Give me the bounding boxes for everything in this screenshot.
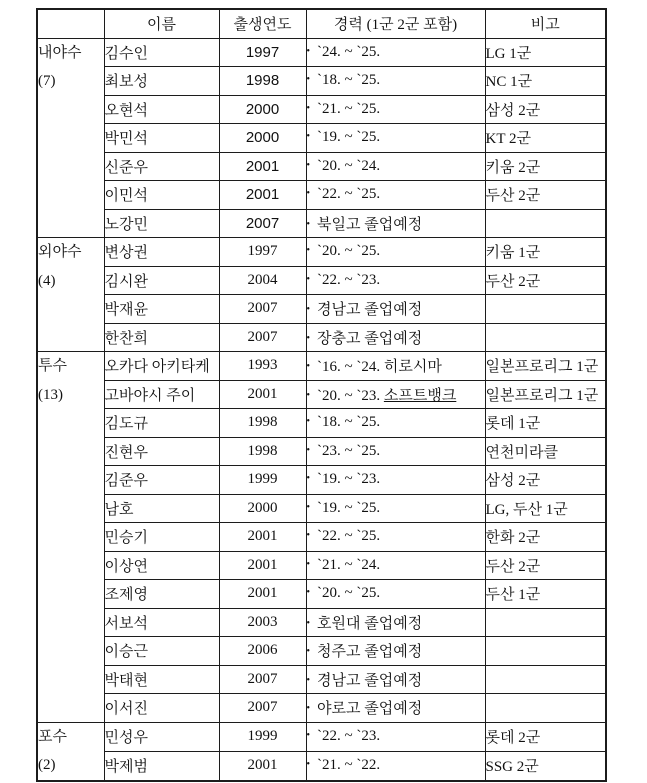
table-row xyxy=(37,751,606,780)
player-name-cell: 김준우 xyxy=(104,466,219,495)
position-label: 포수 xyxy=(38,728,67,745)
birth-year-cell: 2001 xyxy=(219,181,306,210)
player-name-cell: 노강민 xyxy=(104,209,219,238)
career-cell xyxy=(306,238,485,267)
career-text: `19. ~ `25. xyxy=(317,129,381,146)
player-name-cell: 최보성 xyxy=(104,67,219,96)
position-cell xyxy=(37,352,104,723)
career-text: `20. ~ `25. xyxy=(317,243,381,260)
birth-year-cell: 1998 xyxy=(219,437,306,466)
table-row xyxy=(37,181,606,210)
roster-table xyxy=(36,8,607,782)
career-text: `22. ~ `23. xyxy=(317,271,381,288)
career-cell xyxy=(306,551,485,580)
table-row xyxy=(37,95,606,124)
note-cell: 삼성 2군 xyxy=(485,466,606,495)
bullet-icon: • xyxy=(306,273,311,285)
career-cell xyxy=(306,209,485,238)
career-cell xyxy=(306,523,485,552)
career-text: `21. ~ `25. xyxy=(317,100,381,117)
bullet-icon: • xyxy=(306,416,311,428)
player-name-cell: 오카다 아키타케 xyxy=(104,352,219,381)
career-text: `20. ~ `24. xyxy=(317,157,381,174)
table-row xyxy=(37,722,606,751)
player-name-cell: 이민석 xyxy=(104,181,219,210)
position-count: (2) xyxy=(38,757,56,773)
note-cell: LG, 두산 1군 xyxy=(485,494,606,523)
career-cell xyxy=(306,352,485,381)
birth-year-cell: 2003 xyxy=(219,608,306,637)
career-cell xyxy=(306,637,485,666)
bullet-icon: • xyxy=(306,730,311,742)
note-cell: NC 1군 xyxy=(485,67,606,96)
career-text: `19. ~ `23. xyxy=(317,471,381,488)
note-cell: SSG 2군 xyxy=(485,751,606,780)
note-cell: 롯데 1군 xyxy=(485,409,606,438)
birth-year-cell: 2001 xyxy=(219,751,306,780)
birth-year-cell: 2001 xyxy=(219,580,306,609)
career-text: 장충고 졸업예정 xyxy=(317,330,423,347)
bullet-icon: • xyxy=(306,45,311,57)
bullet-icon: • xyxy=(306,188,311,200)
career-text: `18. ~ `25. xyxy=(317,414,381,431)
table-row xyxy=(37,494,606,523)
bullet-icon: • xyxy=(306,473,311,485)
career-text: `24. ~ `25. xyxy=(317,43,381,60)
table-row xyxy=(37,437,606,466)
birth-year-cell: 2007 xyxy=(219,209,306,238)
birth-year-cell: 2001 xyxy=(219,551,306,580)
bullet-icon: • xyxy=(306,332,311,344)
career-text: 야로고 졸업예정 xyxy=(317,701,423,718)
player-name-cell: 김수인 xyxy=(104,38,219,67)
table-row xyxy=(37,323,606,352)
career-cell xyxy=(306,181,485,210)
career-text: `22. ~ `25. xyxy=(317,186,381,203)
career-text: 청주고 졸업예정 xyxy=(317,644,423,661)
career-cell xyxy=(306,124,485,153)
note-cell: KT 2군 xyxy=(485,124,606,153)
table-row xyxy=(37,580,606,609)
career-text: `20. ~ `23. 소프트뱅크 xyxy=(317,387,457,404)
career-cell xyxy=(306,380,485,409)
career-cell xyxy=(306,152,485,181)
player-name-cell: 한찬희 xyxy=(104,323,219,352)
column-header-4: 비고 xyxy=(485,9,606,38)
table-row xyxy=(37,608,606,637)
bullet-icon: • xyxy=(306,361,311,373)
player-name-cell: 민성우 xyxy=(104,722,219,751)
bullet-icon: • xyxy=(306,530,311,542)
birth-year-cell: 2004 xyxy=(219,266,306,295)
note-cell: 키움 2군 xyxy=(485,152,606,181)
bullet-icon: • xyxy=(306,304,311,316)
career-cell xyxy=(306,751,485,780)
bullet-icon: • xyxy=(306,245,311,257)
career-cell xyxy=(306,409,485,438)
player-name-cell: 변상권 xyxy=(104,238,219,267)
career-text: `18. ~ `25. xyxy=(317,72,381,89)
note-cell: 두산 2군 xyxy=(485,181,606,210)
roster-table-container xyxy=(36,8,607,782)
table-row xyxy=(37,67,606,96)
table-row xyxy=(37,266,606,295)
career-text: 경남고 졸업예정 xyxy=(317,302,423,319)
note-cell: 키움 1군 xyxy=(485,238,606,267)
bullet-icon: • xyxy=(306,558,311,570)
career-text: `22. ~ `25. xyxy=(317,528,381,545)
note-cell: 연천미라클 xyxy=(485,437,606,466)
table-row xyxy=(37,665,606,694)
bullet-icon: • xyxy=(306,74,311,86)
table-row xyxy=(37,637,606,666)
player-name-cell: 민승기 xyxy=(104,523,219,552)
bullet-icon: • xyxy=(306,131,311,143)
column-header-0 xyxy=(37,9,104,38)
player-name-cell: 고바야시 주이 xyxy=(104,380,219,409)
player-name-cell: 박제범 xyxy=(104,751,219,780)
birth-year-cell: 2007 xyxy=(219,665,306,694)
note-cell: LG 1군 xyxy=(485,38,606,67)
career-cell xyxy=(306,694,485,723)
birth-year-cell: 2001 xyxy=(219,380,306,409)
birth-year-cell: 2006 xyxy=(219,637,306,666)
table-row xyxy=(37,380,606,409)
career-text: 경남고 졸업예정 xyxy=(317,672,423,689)
table-row xyxy=(37,209,606,238)
birth-year-cell: 1997 xyxy=(219,238,306,267)
career-text: `22. ~ `23. xyxy=(317,728,381,745)
column-header-3: 경력 (1군 2군 포함) xyxy=(306,9,485,38)
player-name-cell: 김시완 xyxy=(104,266,219,295)
note-cell: 롯데 2군 xyxy=(485,722,606,751)
player-name-cell: 박재윤 xyxy=(104,295,219,324)
career-cell xyxy=(306,95,485,124)
bullet-icon: • xyxy=(306,102,311,114)
position-cell xyxy=(37,38,104,238)
career-underlined-text: 소프트뱅크 xyxy=(383,387,457,404)
position-cell xyxy=(37,238,104,352)
note-cell: 삼성 2군 xyxy=(485,95,606,124)
position-count: (13) xyxy=(38,386,63,403)
note-cell xyxy=(485,295,606,324)
career-cell xyxy=(306,266,485,295)
bullet-icon: • xyxy=(306,501,311,513)
note-cell: 한화 2군 xyxy=(485,523,606,552)
table-row xyxy=(37,124,606,153)
position-label: 외야수 xyxy=(38,244,82,260)
career-text: 호원대 졸업예정 xyxy=(317,615,423,632)
note-cell xyxy=(485,209,606,238)
table-row xyxy=(37,238,606,267)
note-cell: 일본프로리그 1군 xyxy=(485,380,606,409)
bullet-icon: • xyxy=(306,159,311,171)
roster-table-body xyxy=(37,38,606,781)
player-name-cell: 신준우 xyxy=(104,152,219,181)
career-text: `21. ~ `24. xyxy=(317,556,381,573)
player-name-cell: 이승근 xyxy=(104,637,219,666)
position-label: 내야수 xyxy=(38,44,82,61)
note-cell: 두산 1군 xyxy=(485,580,606,609)
position-label: 투수 xyxy=(38,358,67,374)
note-cell xyxy=(485,637,606,666)
birth-year-cell: 2000 xyxy=(219,494,306,523)
note-cell xyxy=(485,608,606,637)
player-name-cell: 이서진 xyxy=(104,694,219,723)
player-name-cell: 박태현 xyxy=(104,665,219,694)
career-cell xyxy=(306,466,485,495)
birth-year-cell: 2007 xyxy=(219,323,306,352)
career-cell xyxy=(306,722,485,751)
birth-year-cell: 2000 xyxy=(219,124,306,153)
note-cell xyxy=(485,694,606,723)
column-header-1: 이름 xyxy=(104,9,219,38)
bullet-icon: • xyxy=(306,218,311,230)
table-row xyxy=(37,352,606,381)
career-text: `16. ~ `24. 히로시마 xyxy=(317,359,442,376)
player-name-cell: 진현우 xyxy=(104,437,219,466)
career-text: `19. ~ `25. xyxy=(317,499,381,516)
bullet-icon: • xyxy=(306,444,311,456)
player-name-cell: 서보석 xyxy=(104,608,219,637)
bullet-icon: • xyxy=(306,703,311,715)
table-row xyxy=(37,466,606,495)
birth-year-cell: 2001 xyxy=(219,523,306,552)
career-cell xyxy=(306,67,485,96)
player-name-cell: 이상연 xyxy=(104,551,219,580)
table-row xyxy=(37,152,606,181)
career-cell xyxy=(306,38,485,67)
birth-year-cell: 1998 xyxy=(219,67,306,96)
bullet-icon: • xyxy=(306,587,311,599)
birth-year-cell: 2007 xyxy=(219,694,306,723)
note-cell: 두산 2군 xyxy=(485,266,606,295)
career-cell xyxy=(306,494,485,523)
bullet-icon: • xyxy=(306,389,311,401)
career-text: `21. ~ `22. xyxy=(317,757,381,774)
bullet-icon: • xyxy=(306,617,311,629)
career-text: 북일고 졸업예정 xyxy=(317,216,423,233)
player-name-cell: 오현석 xyxy=(104,95,219,124)
birth-year-cell: 2001 xyxy=(219,152,306,181)
birth-year-cell: 1997 xyxy=(219,38,306,67)
table-row xyxy=(37,38,606,67)
bullet-icon: • xyxy=(306,674,311,686)
career-cell xyxy=(306,580,485,609)
position-count: (7) xyxy=(38,73,56,89)
career-cell xyxy=(306,323,485,352)
table-row xyxy=(37,409,606,438)
birth-year-cell: 2000 xyxy=(219,95,306,124)
note-cell xyxy=(485,323,606,352)
note-cell xyxy=(485,665,606,694)
note-cell: 두산 2군 xyxy=(485,551,606,580)
table-row xyxy=(37,295,606,324)
table-row xyxy=(37,523,606,552)
career-cell xyxy=(306,295,485,324)
career-text: `20. ~ `25. xyxy=(317,585,381,602)
header-row xyxy=(37,9,606,38)
player-name-cell: 김도규 xyxy=(104,409,219,438)
position-count: (4) xyxy=(38,272,56,289)
player-name-cell: 조제영 xyxy=(104,580,219,609)
table-row xyxy=(37,694,606,723)
bullet-icon: • xyxy=(306,759,311,771)
career-cell xyxy=(306,437,485,466)
birth-year-cell: 1998 xyxy=(219,409,306,438)
birth-year-cell: 1993 xyxy=(219,352,306,381)
career-text: `23. ~ `25. xyxy=(317,442,381,459)
career-cell xyxy=(306,665,485,694)
table-row xyxy=(37,551,606,580)
position-cell xyxy=(37,722,104,781)
bullet-icon: • xyxy=(306,646,311,658)
player-name-cell: 박민석 xyxy=(104,124,219,153)
column-header-2: 출생연도 xyxy=(219,9,306,38)
career-cell xyxy=(306,608,485,637)
birth-year-cell: 1999 xyxy=(219,722,306,751)
player-name-cell: 남호 xyxy=(104,494,219,523)
note-cell: 일본프로리그 1군 xyxy=(485,352,606,381)
birth-year-cell: 1999 xyxy=(219,466,306,495)
birth-year-cell: 2007 xyxy=(219,295,306,324)
